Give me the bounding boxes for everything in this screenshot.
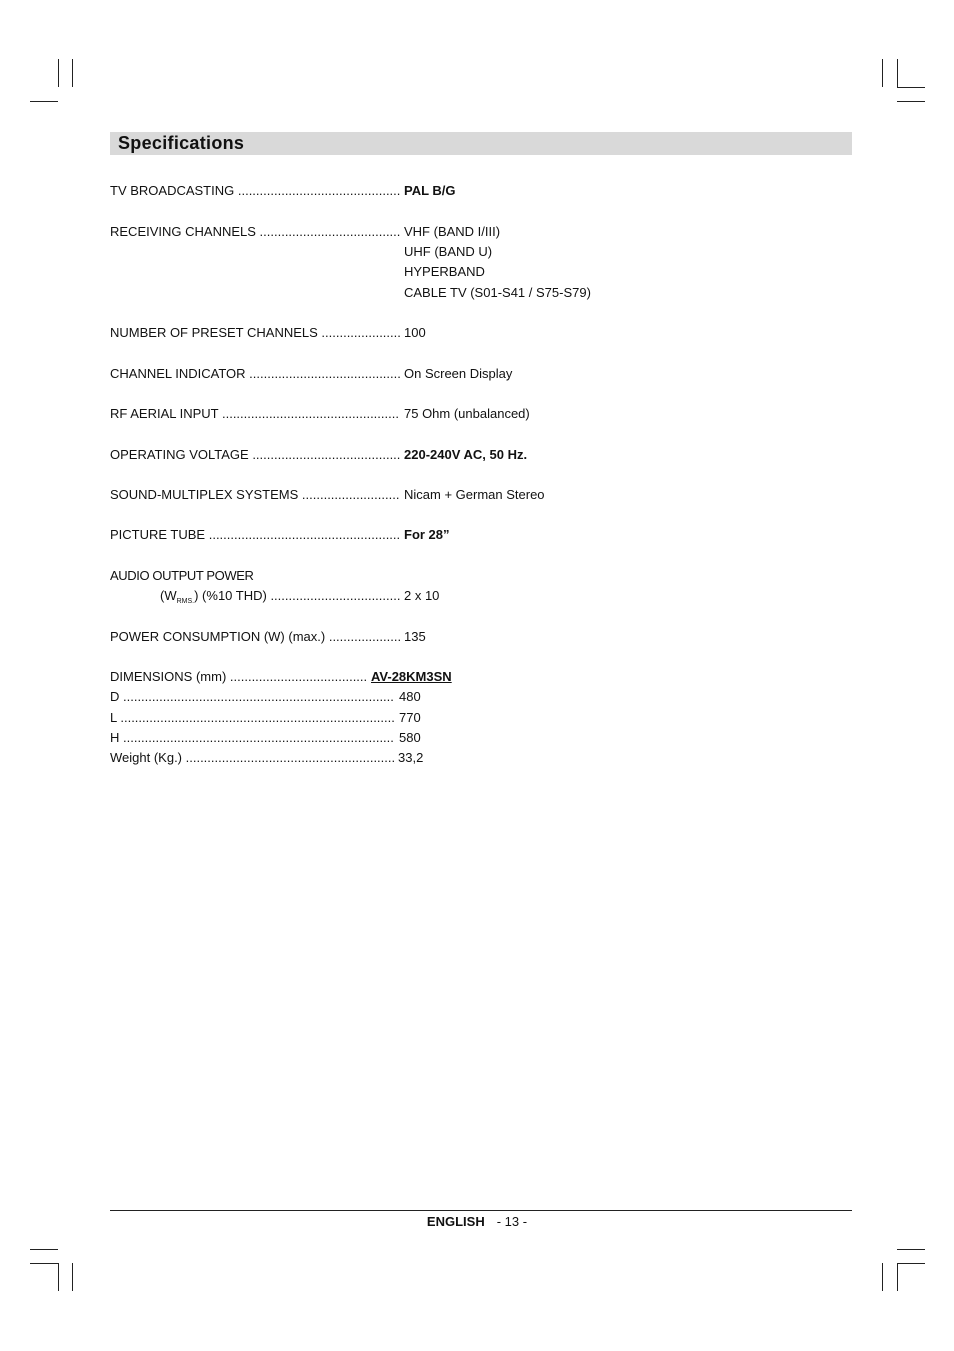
spec-label: TV BROADCASTING ..... (110, 182, 400, 200)
crop-mark (882, 59, 883, 87)
model-number: AV-28KM3SN (371, 669, 452, 684)
spec-row-channel-indicator (110, 365, 710, 383)
spec-value: 770 (399, 710, 421, 725)
crop-mark (72, 59, 73, 87)
spec-row-receiving-channels (110, 223, 710, 241)
spec-row-audio-output-heading (110, 567, 710, 585)
spec-value: Nicam + German Stereo (404, 487, 545, 502)
crop-mark (897, 87, 925, 88)
crop-mark (897, 1263, 898, 1291)
spec-row-dimension-d (110, 688, 710, 706)
crop-mark (897, 59, 898, 87)
spec-row-preset-channels (110, 324, 710, 342)
spec-row-receiving-channels-cont (110, 284, 710, 302)
spec-row-power-consumption (110, 628, 710, 646)
spec-value: 2 x 10 (404, 588, 440, 603)
spec-value: PAL B/G (404, 183, 456, 198)
page-number: - 13 - (496, 1214, 528, 1229)
spec-value: VHF (BAND I/III) (404, 224, 501, 239)
spec-value: 75 Ohm (unbalanced) (404, 406, 530, 421)
spec-label: SOUND-MULTIPLEX SYSTEMS ..... (110, 486, 400, 504)
spec-value: CABLE TV (S01-S41 / S75-S79) (404, 285, 591, 300)
crop-mark (30, 101, 58, 102)
spec-row-sound-multiplex (110, 486, 710, 504)
spec-row-receiving-channels-cont (110, 263, 710, 281)
spec-label: DIMENSIONS (mm) ..... (110, 668, 368, 686)
crop-mark (30, 1263, 58, 1264)
spec-value: 135 (404, 629, 426, 644)
spec-value: On Screen Display (404, 366, 513, 381)
spec-row-audio-output (110, 587, 710, 605)
page-title: Specifications (118, 133, 245, 153)
spec-label: $(W_{RMS.})$ (%10 THD) ..... (160, 587, 400, 611)
page-footer (0, 1214, 954, 1229)
spec-value: 100 (404, 325, 426, 340)
spec-row-dimensions (110, 668, 710, 686)
crop-mark (882, 1263, 883, 1291)
spec-heading: AUDIO OUTPUT POWER (110, 568, 254, 583)
crop-mark (897, 1263, 925, 1264)
spec-label: RECEIVING CHANNELS ..... (110, 223, 400, 241)
spec-label: L ..... (110, 709, 395, 727)
spec-value: 220-240V AC, 50 Hz. (404, 447, 528, 462)
spec-value: 580 (399, 730, 421, 745)
spec-label: RF AERIAL INPUT ..... (110, 405, 400, 423)
section-title-bar (110, 132, 852, 155)
spec-label: D ..... (110, 688, 395, 706)
crop-mark (58, 59, 59, 87)
spec-row-dimension-l (110, 709, 710, 727)
spec-row-weight (110, 749, 710, 767)
spec-label: CHANNEL INDICATOR ..... (110, 365, 400, 383)
spec-label: PICTURE TUBE ..... (110, 526, 400, 544)
spec-row-picture-tube (110, 526, 710, 544)
crop-mark (30, 1249, 58, 1250)
spec-row-dimension-h (110, 729, 710, 747)
spec-row-receiving-channels-cont (110, 243, 710, 261)
spec-label: NUMBER OF PRESET CHANNELS ..... (110, 324, 400, 342)
spec-value: 480 (399, 689, 421, 704)
crop-mark (58, 1263, 59, 1291)
footer-language: ENGLISH (426, 1214, 485, 1229)
spec-label: POWER CONSUMPTION (W) (max.) ..... (110, 628, 400, 646)
spec-row-rf-aerial-input (110, 405, 710, 423)
spec-value: For 28” (404, 527, 450, 542)
spec-label: H ..... (110, 729, 395, 747)
spec-value: UHF (BAND U) (404, 244, 493, 259)
crop-mark (897, 101, 925, 102)
spec-row-operating-voltage (110, 446, 710, 464)
spec-label: Weight (Kg.) ..... (110, 749, 394, 767)
footer-divider (110, 1210, 852, 1211)
crop-mark (72, 1263, 73, 1291)
spec-value: 33,2 (398, 750, 424, 765)
spec-value: HYPERBAND (404, 264, 485, 279)
spec-row-tv-broadcasting (110, 182, 710, 200)
crop-mark (897, 1249, 925, 1250)
spec-label: OPERATING VOLTAGE ..... (110, 446, 400, 464)
